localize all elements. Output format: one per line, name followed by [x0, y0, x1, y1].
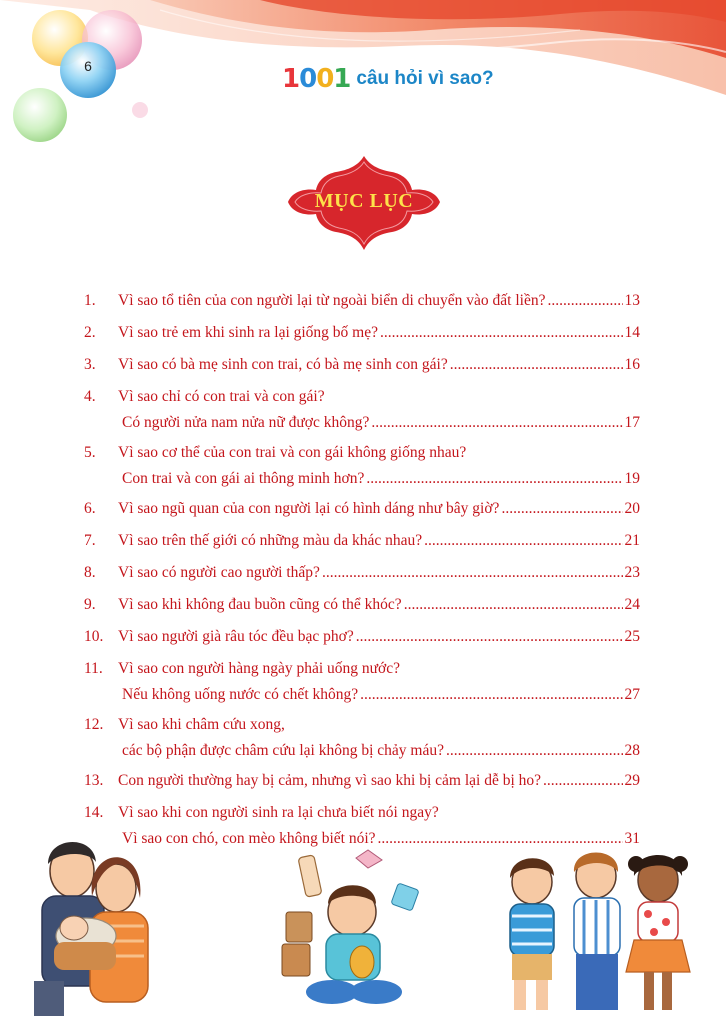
toc-entry-title: Vì sao người già râu tóc đều bạc phơ? — [118, 628, 354, 645]
dot-leader — [547, 288, 622, 314]
toc-entry-number: 12. — [84, 716, 104, 733]
toc-entry-number: 14. — [84, 804, 104, 821]
toc-entry-title: Vì sao có bà mẹ sinh con trai, có bà mẹ sinh con gái? — [118, 356, 448, 373]
dot-leader — [371, 410, 622, 436]
three-children-illustration — [496, 842, 700, 1016]
toc-entry-number: 10. — [84, 628, 104, 645]
toc-entry-title: Con trai và con gái ai thông minh hơn? — [122, 470, 365, 487]
toc-entry-page: 31 — [624, 830, 640, 847]
toc-entry-number: 3. — [84, 356, 96, 373]
toc-entry-number: 1. — [84, 292, 96, 309]
toc-entry — [84, 288, 640, 314]
toc-entry-page: 24 — [624, 596, 640, 613]
dot-leader — [366, 466, 622, 492]
dot-leader — [380, 320, 623, 346]
toc-entry-title: Vì sao ngũ quan của con người lại có hình dáng như bây giờ? — [118, 500, 500, 517]
page-number: 6 — [84, 58, 92, 74]
toc-entry-page: 28 — [624, 742, 640, 759]
toc-entry — [84, 592, 640, 618]
toc-entry — [84, 320, 640, 346]
toc-entry-title: Vì sao khi châm cứu xong, — [118, 716, 285, 733]
toc-entry — [84, 384, 640, 436]
toc-entry-title: Vì sao con chó, con mèo không biết nói? — [122, 830, 376, 847]
toc-entry-page: 20 — [624, 500, 640, 517]
toc-entry-number: 2. — [84, 324, 96, 341]
book-brand — [282, 64, 494, 94]
toc-entry — [84, 496, 640, 522]
toc-entry-number: 9. — [84, 596, 96, 613]
toc-entry-page: 25 — [624, 628, 640, 645]
toc-entry-number: 6. — [84, 500, 96, 517]
toc-entry-number: 5. — [84, 444, 96, 461]
boy-with-snacks-illustration — [272, 842, 428, 1012]
dot-leader — [543, 768, 622, 794]
toc-entry-page: 27 — [624, 686, 640, 703]
toc-entry-number: 8. — [84, 564, 96, 581]
dot-leader — [501, 496, 622, 522]
toc-entry-title: Vì sao trẻ em khi sinh ra lại giống bố mẹ? — [118, 324, 378, 341]
dot-leader — [404, 592, 623, 618]
toc-entry-title: Con người thường hay bị cảm, nhưng vì sao khi bị cảm lại dễ bị ho? — [118, 772, 542, 789]
dot-leader — [360, 682, 622, 708]
toc-entry-title: Vì sao con người hàng ngày phải uống nước? — [118, 660, 400, 677]
toc-entry-title: Vì sao tổ tiên của con người lại từ ngoài biển di chuyển vào đất liền? — [118, 292, 546, 309]
toc-entry — [84, 712, 640, 764]
dot-leader — [450, 352, 623, 378]
toc-entry-page: 13 — [624, 292, 640, 309]
toc-entry-title: Vì sao cơ thể của con trai và con gái không giống nhau? — [118, 444, 467, 461]
dot-leader — [424, 528, 622, 554]
toc-entry-title: Vì sao khi con người sinh ra lại chưa biết nói ngay? — [118, 804, 439, 821]
toc-title: MỤC LỤC — [314, 190, 414, 212]
toc-entry-page: 29 — [624, 772, 640, 789]
toc-entry-title: Nếu không uống nước có chết không? — [122, 686, 359, 703]
toc-entry-title: Có người nửa nam nửa nữ được không? — [122, 414, 370, 431]
dot-leader — [356, 624, 623, 650]
toc-entry — [84, 624, 640, 650]
toc-entry — [84, 560, 640, 586]
toc-entry-number: 11. — [84, 660, 103, 677]
family-illustration — [14, 816, 164, 1016]
toc-entry-page: 14 — [624, 324, 640, 341]
toc-entry-page: 23 — [624, 564, 640, 581]
dot-leader — [322, 560, 623, 586]
brand-subtitle: câu hỏi vì sao? — [356, 68, 494, 89]
toc-entry-page: 17 — [624, 414, 640, 431]
toc-entry — [84, 528, 640, 554]
toc-entry — [84, 768, 640, 794]
brand-logo: 1001 — [282, 64, 351, 94]
table-of-contents — [84, 288, 640, 856]
toc-entry-number: 7. — [84, 532, 96, 549]
toc-entry — [84, 656, 640, 708]
toc-entry-number: 13. — [84, 772, 104, 789]
toc-entry-title: Vì sao trên thế giới có những màu da khác nhau? — [118, 532, 423, 549]
toc-entry-page: 16 — [624, 356, 640, 373]
toc-entry-number: 4. — [84, 388, 96, 405]
toc-entry — [84, 352, 640, 378]
toc-entry-title: các bộ phận được châm cứu lại không bị chảy máu? — [122, 742, 444, 759]
toc-entry-page: 21 — [624, 532, 640, 549]
dot-leader — [446, 738, 623, 764]
toc-entry-title: Vì sao khi không đau buồn cũng có thể khóc? — [118, 596, 402, 613]
toc-entry — [84, 440, 640, 492]
toc-entry-title: Vì sao chỉ có con trai và con gái? — [118, 388, 325, 405]
toc-entry-title: Vì sao có người cao người thấp? — [118, 564, 320, 581]
toc-entry-page: 19 — [624, 470, 640, 487]
page-header — [0, 0, 726, 160]
